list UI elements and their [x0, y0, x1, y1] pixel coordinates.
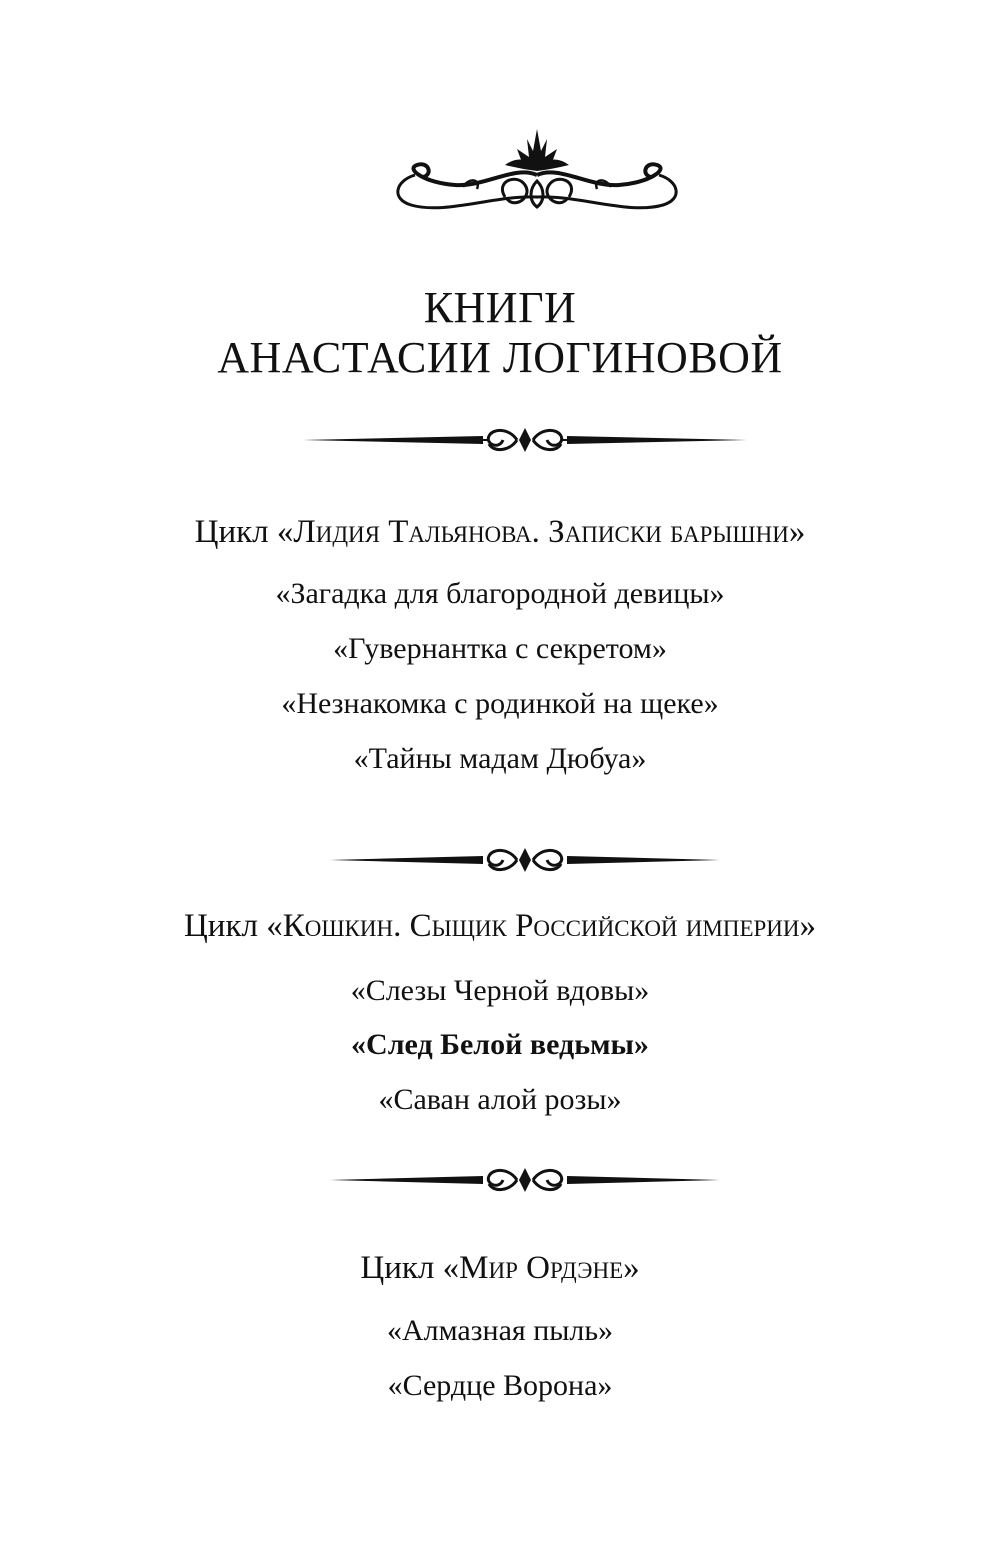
series-prefix: Цикл «: [194, 514, 294, 550]
book-title: «Слезы Черной вдовы»: [350, 974, 650, 1007]
page-title: [0, 283, 1000, 333]
title-line-2: АНАСТАСИИ ЛОГИНОВОЙ: [217, 333, 783, 382]
series-suffix: »: [623, 1250, 640, 1286]
series-prefix: Цикл «: [183, 908, 283, 944]
page-title-author: [0, 333, 1000, 383]
series-name: Мир Ордэне: [459, 1250, 624, 1286]
book-title: «Загадка для благородной девицы»: [275, 577, 725, 610]
book-title: «Сердце Ворона»: [387, 1369, 613, 1402]
series-name: Кошкин. Сыщик Российской империи: [282, 908, 800, 944]
book-title: «Алмазная пыль»: [386, 1314, 614, 1347]
series-suffix: »: [788, 514, 806, 550]
series-heading-1: [0, 512, 1000, 552]
ornamental-rule-icon: [330, 840, 720, 880]
book-title: «Гувернантка с секретом»: [333, 632, 667, 665]
ornamental-rule-icon: [330, 1160, 720, 1200]
series-suffix: »: [799, 908, 817, 944]
book-title: «Незнакомка с родинкой на щеке»: [281, 687, 719, 720]
book-title: «Тайны мадам Дюбуа»: [353, 742, 647, 775]
fleuron-scroll-icon: [385, 125, 689, 217]
series-heading-2: [0, 906, 1000, 946]
title-line-1: КНИГИ: [423, 283, 577, 332]
book-title: «Саван алой розы»: [378, 1083, 622, 1116]
book-title-highlighted: «След Белой ведьмы»: [351, 1028, 649, 1061]
series-heading-3: [0, 1248, 1000, 1288]
series-name: Лидия Тальянова. Записки барышни: [293, 514, 789, 550]
ornamental-rule-icon: [303, 420, 747, 460]
series-prefix: Цикл «: [360, 1250, 460, 1286]
